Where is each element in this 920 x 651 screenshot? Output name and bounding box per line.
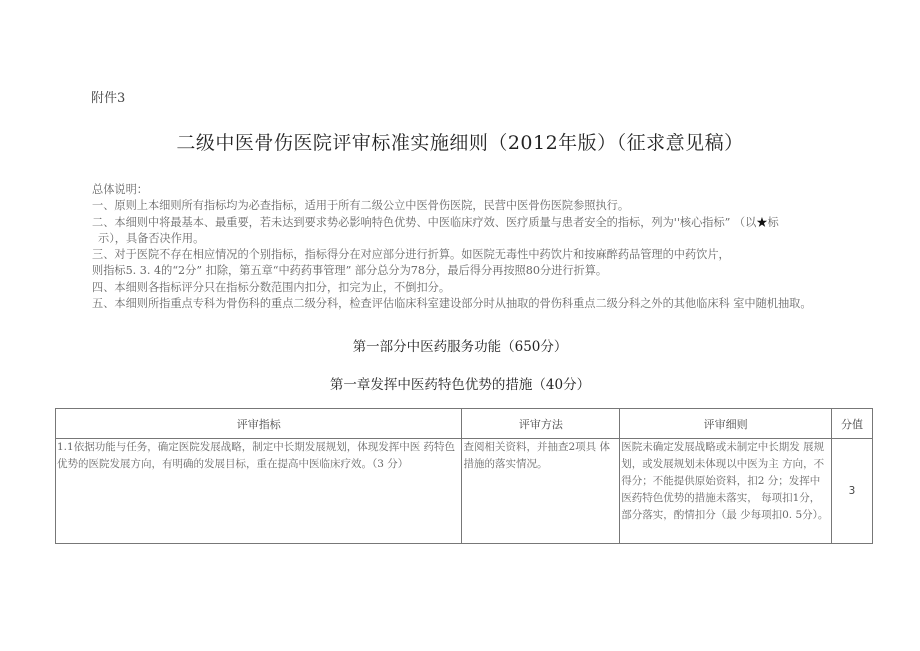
table-row: [56, 439, 873, 544]
cell-indicator: 1.1依据功能与任务，确定医院发展战略，制定中长期发展规划，体现发挥中医 药特色优势的医院发展方向，有明确的发展目标，重在提高中医临床疗效。（3 分）: [56, 439, 462, 544]
general-notes: [92, 182, 882, 312]
cell-details: 医院未确定发展战略或未制定中长期发 展规划，或发展规划未体现以中医为主 方向，不得分；不能提供原始资料，扣2 分；发挥中医药特色优势的措施未落实， 每项扣1分，部分落实，酌情扣分（最 少每项扣0. 5分）。: [620, 439, 832, 544]
header-score: 分值: [832, 409, 873, 439]
cell-score: 3: [832, 439, 873, 544]
chapter-heading: 第一章发挥中医药特色优势的措施（40分）: [329, 377, 591, 393]
attachment-label: 附件3: [91, 91, 126, 106]
evaluation-table: [55, 408, 873, 544]
header-details: 评审细则: [620, 409, 832, 439]
table-header-row: [56, 409, 873, 439]
note-line-3: 三、对于医院不存在相应情况的个别指标，指标得分在对应部分进行折算。如医院无毒性中药饮片和按麻醉药品管理的中药饮片，: [92, 248, 730, 262]
document-title: 二级中医骨伤医院评审标准实施细则（2012年版）（征求意见稿）: [176, 132, 744, 154]
cell-method: 查阅相关资料，并抽查2项具 体措施的落实情况。: [462, 439, 620, 544]
star-icon: ★: [756, 215, 768, 229]
note-line-5: 五、本细则所指重点专科为骨伤科的重点二级分科，检查评估临床科室建设部分时从抽取的骨伤科重点二级分科之外的其他临床科 室中随机抽取。: [92, 297, 812, 311]
notes-heading: 总体说明：: [92, 183, 148, 196]
note-line-2: 二、本细则中将最基本、最重要，若未达到要求势必影响特色优势、中医临床疗效、医疗质量与患者安全的指标，列为''核心指标” （以★标: [92, 215, 779, 229]
header-method: 评审方法: [462, 409, 620, 439]
note-line-3-cont: 则指标5. 3. 4的“2分” 扣除，第五章“中药药事管理” 部分总分为78分，最后得分再按照80分进行折算。: [92, 264, 608, 278]
part-heading: 第一部分中医药服务功能（650分）: [352, 339, 568, 355]
note-line-2-cont: 示），具备否决作用。: [98, 231, 205, 245]
header-indicator: 评审指标: [56, 409, 462, 439]
note-line-4: 四、本细则各指标评分只在指标分数范围内扣分，扣完为止，不倒扣分。: [92, 280, 451, 294]
note-line-1: 一、原则上本细则所有指标均为必查指标，适用于所有二级公立中医骨伤医院，民营中医骨伤医院参照执行。: [92, 199, 630, 213]
